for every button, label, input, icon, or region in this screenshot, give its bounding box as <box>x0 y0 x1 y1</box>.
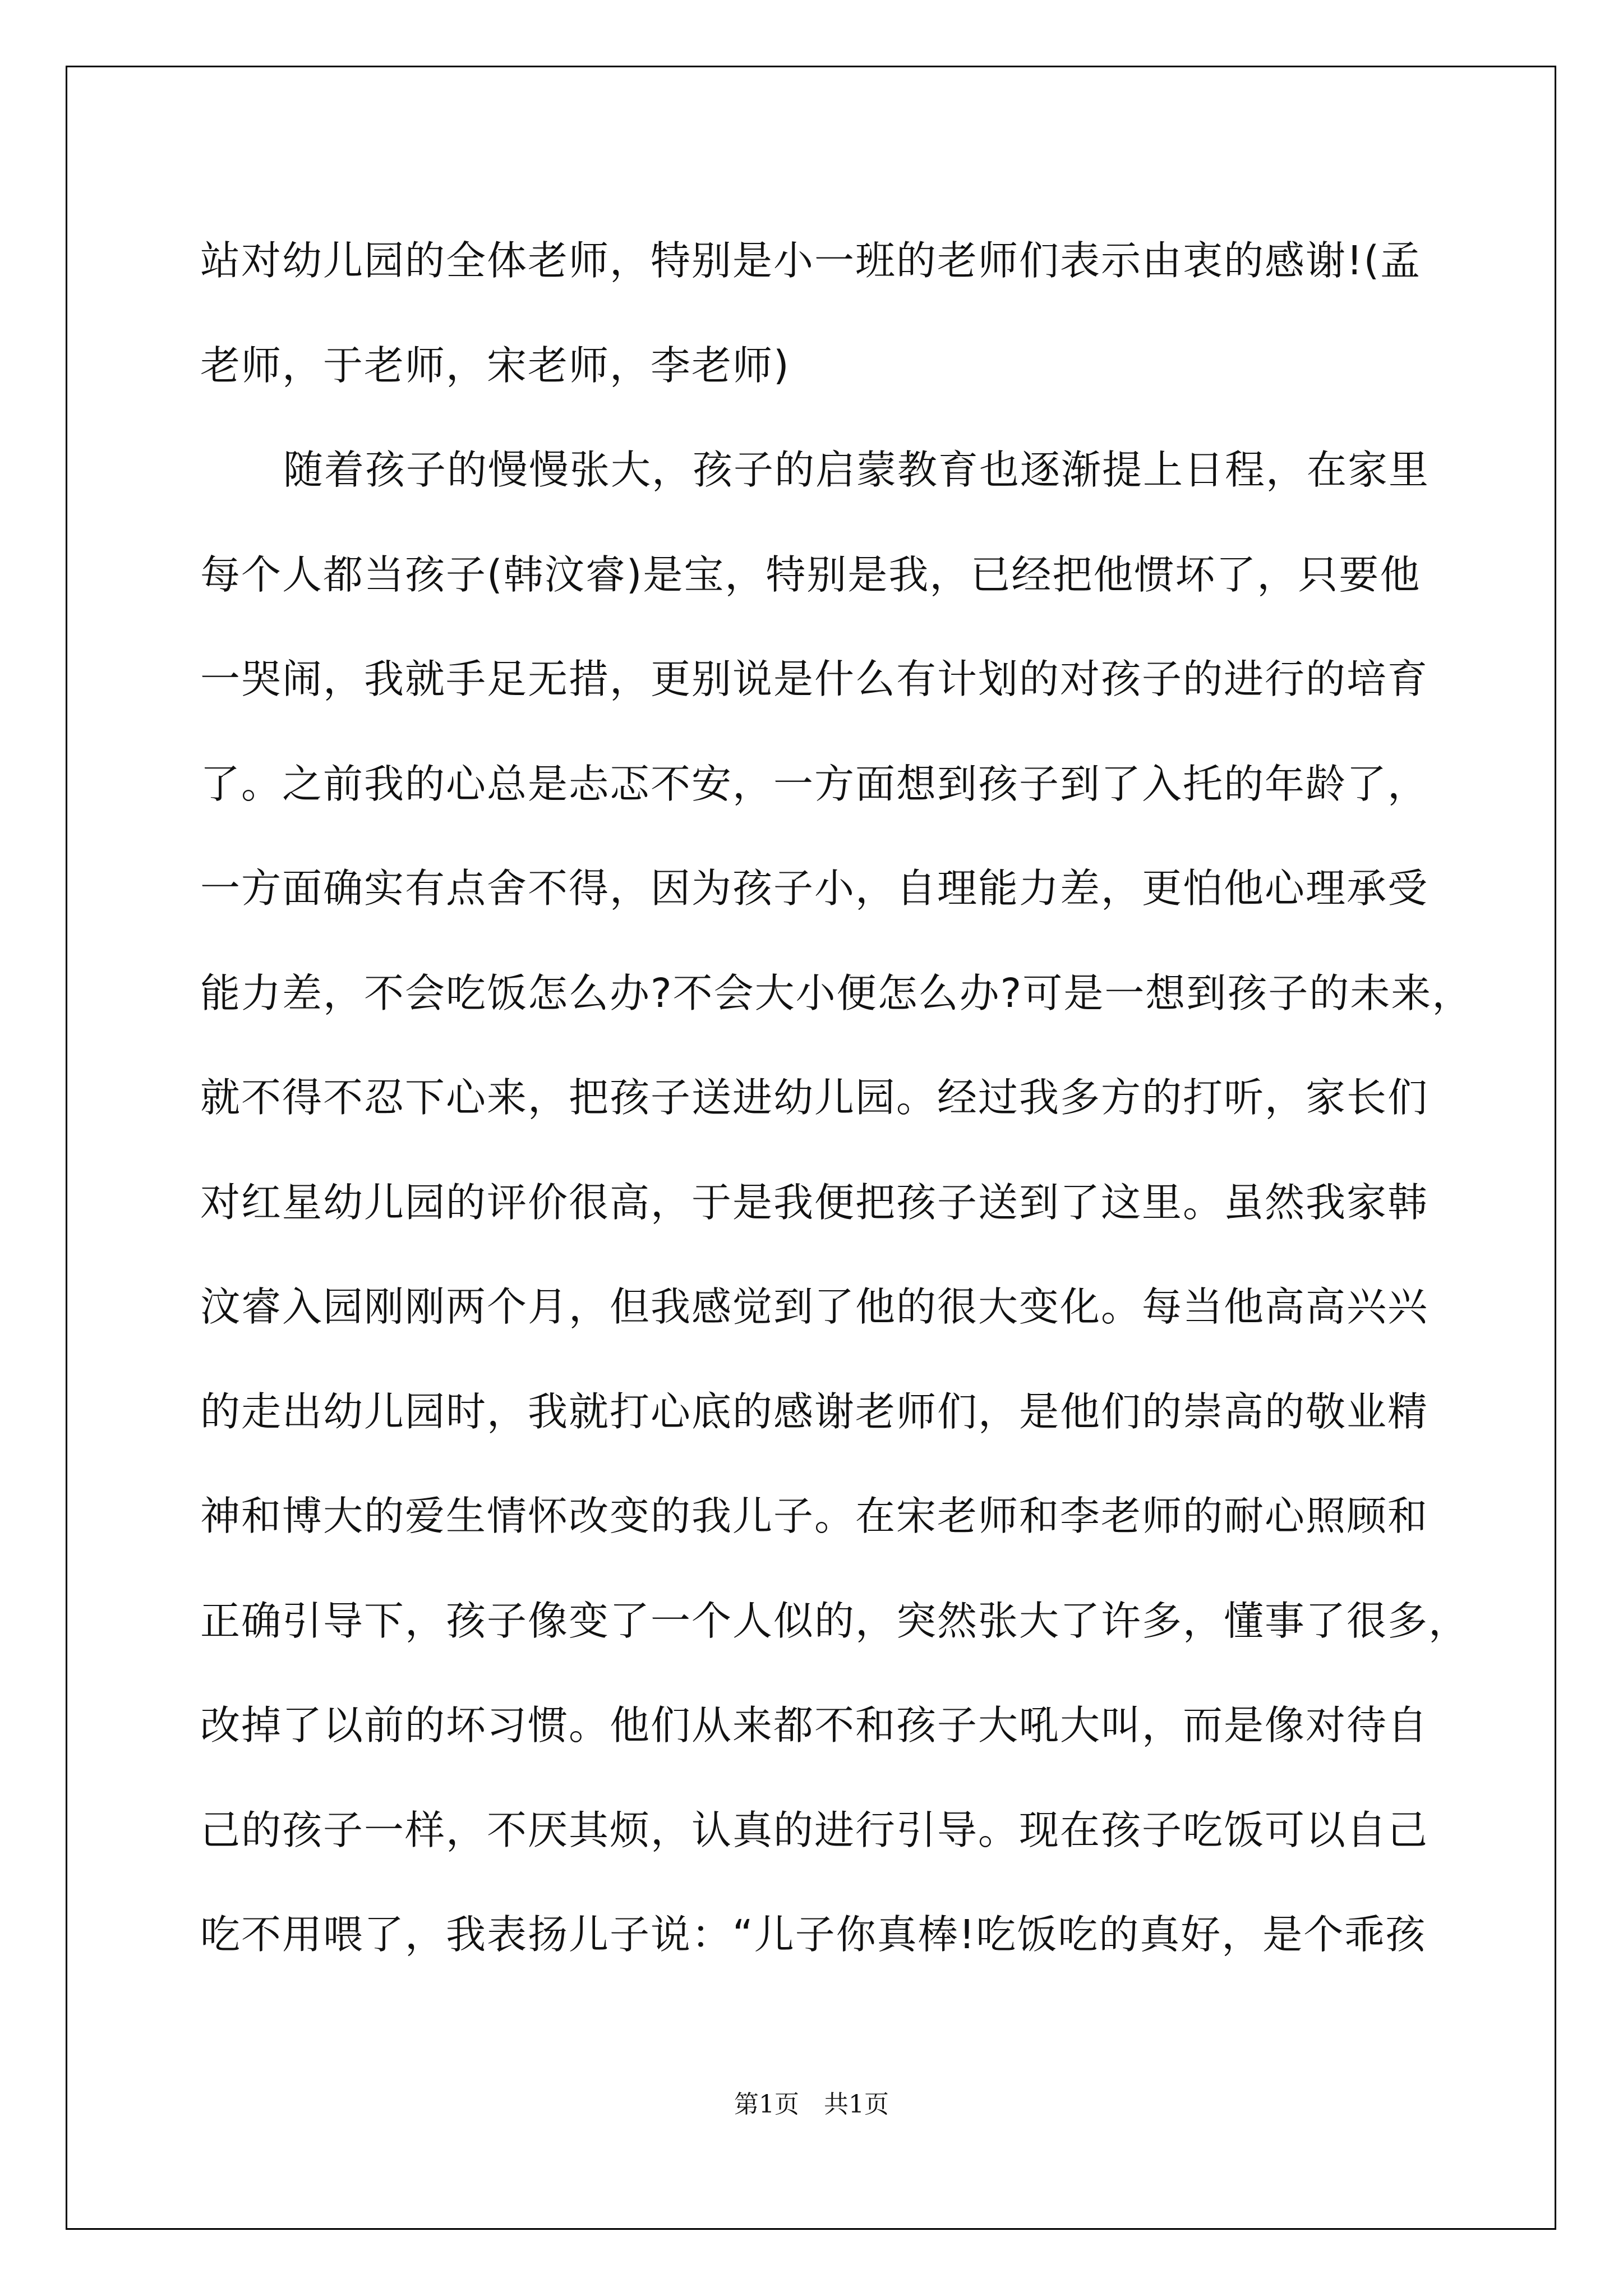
text-line: 改掉了以前的坏习惯。他们从来都不和孩子大吼大叫，而是像对待自 <box>200 1702 1429 1749</box>
text-line: 的走出幼儿园时，我就打心底的感谢老师们，是他们的崇高的敬业精 <box>200 1388 1429 1435</box>
text-line: 老师，于老师，宋老师，李老师) <box>200 342 790 389</box>
text-line: 能力差，不会吃饭怎么办?不会大小便怎么办?可是一想到孩子的未来， <box>200 969 1473 1016</box>
document-body <box>200 209 1473 1987</box>
text-line: 对红星幼儿园的评价很高，于是我便把孩子送到了这里。虽然我家韩 <box>200 1179 1429 1226</box>
text-line: 己的孩子一样，不厌其烦，认真的进行引导。现在孩子吃饭可以自己 <box>200 1806 1429 1853</box>
text-line: 一方面确实有点舍不得，因为孩子小，自理能力差，更怕他心理承受 <box>200 865 1429 912</box>
text-line: 了。之前我的心总是忐忑不安，一方面想到孩子到了入托的年龄了， <box>200 760 1429 807</box>
text-line: 吃不用喂了，我表扬儿子说：“儿子你真棒!吃饭吃的真好，是个乖孩 <box>200 1911 1427 1958</box>
paragraph-start-line: 随着孩子的慢慢张大，孩子的启蒙教育也逐渐提上日程，在家里 <box>283 447 1430 493</box>
text-line: 每个人都当孩子(韩汶睿)是宝，特别是我，已经把他惯坏了，只要他 <box>200 551 1421 598</box>
text-line: 站对幼儿园的全体老师，特别是小一班的老师们表示由衷的感谢!(孟 <box>200 237 1422 284</box>
text-line: 一哭闹，我就手足无措，更别说是什么有计划的对孩子的进行的培育 <box>200 656 1429 702</box>
text-line: 正确引导下，孩子像变了一个人似的，突然张大了许多，懂事了很多， <box>200 1597 1470 1644</box>
text-line: 汶睿入园刚刚两个月，但我感觉到了他的很大变化。每当他高高兴兴 <box>200 1283 1429 1330</box>
page-number-footer: 第1页 共1页 <box>734 2090 889 2119</box>
text-line: 就不得不忍下心来，把孩子送进幼儿园。经过我多方的打听，家长们 <box>200 1074 1429 1121</box>
text-line: 神和博大的爱生情怀改变的我儿子。在宋老师和李老师的耐心照顾和 <box>200 1493 1429 1539</box>
